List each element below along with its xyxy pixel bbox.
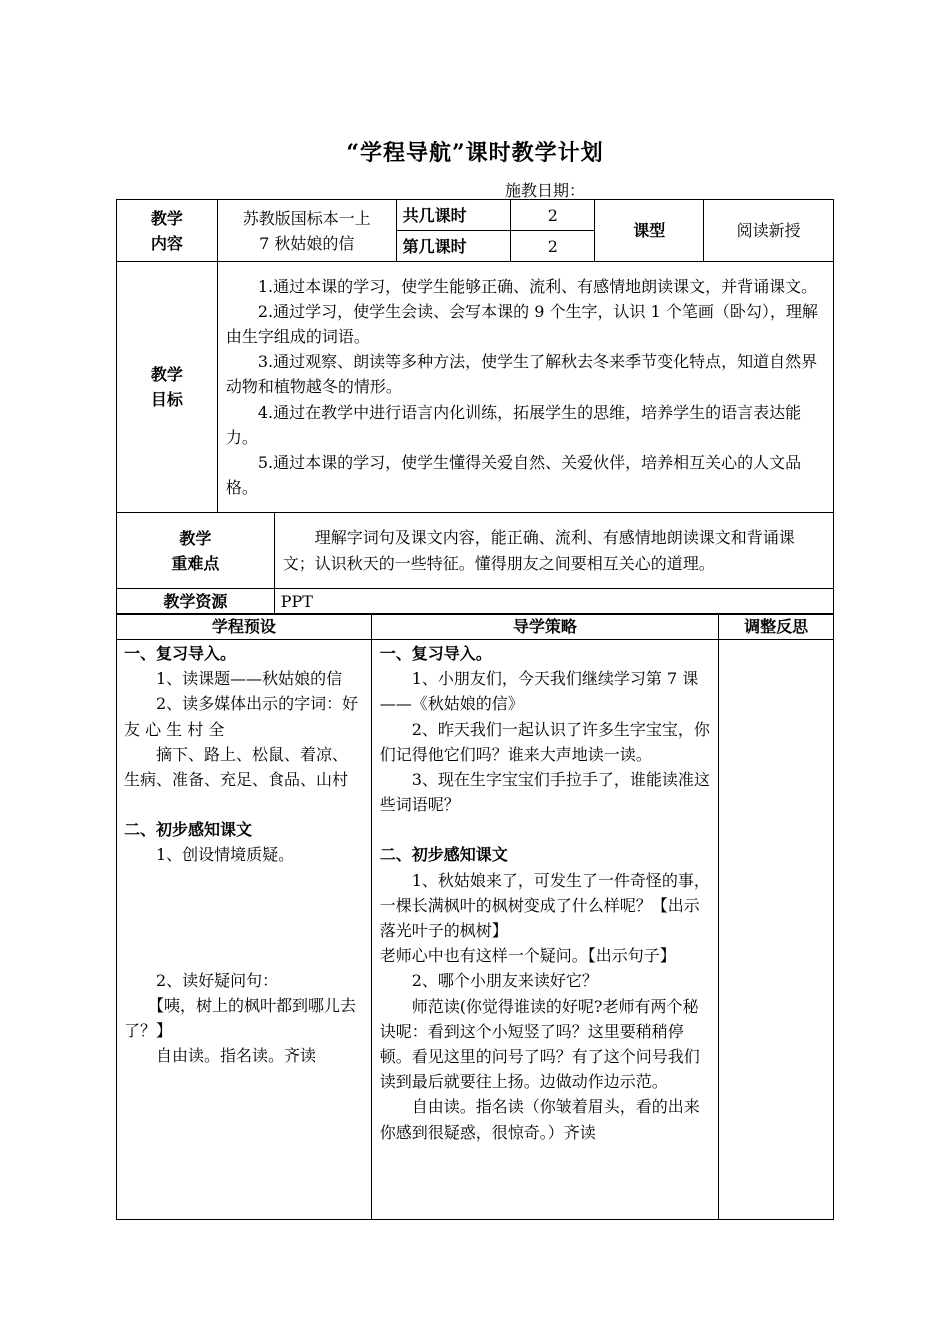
plan-table <box>116 613 834 1220</box>
content-label: 教学 内容 <box>117 200 218 262</box>
key-points-text: 理解字词句及课文内容，能正确、流利、有感情地朗读课文和背诵课文；认识秋天的一些特征。懂得朋友之间要相互关心的道理。 <box>282 528 795 573</box>
document-title: “学程导航”课时教学计划 <box>346 140 604 166</box>
total-lessons-label: 共几课时 <box>396 200 511 231</box>
resource-value: PPT <box>274 589 833 615</box>
goal-item: 5.通过本课的学习，使学生懂得关爱自然、关爱伙伴，培养相互关心的人文品格。 <box>225 453 802 498</box>
preset-paragraph: 1、读课题——秋姑娘的信 <box>156 669 343 689</box>
strategy-section-2-heading: 二、初步感知课文 <box>379 845 508 865</box>
preset-cell <box>117 640 372 1220</box>
strategy-paragraph: 自由读。指名读（你皱着眉头，看的出来你感到很疑惑，很惊奇。）齐读 <box>379 1097 700 1142</box>
goal-item: 4.通过在教学中进行语言内化训练，拓展学生的思维，培养学生的语言表达能力。 <box>225 402 802 447</box>
key-points-cell <box>274 513 833 589</box>
key-points-label: 教学 重难点 <box>117 513 275 589</box>
goal-item: 3.通过观察、朗读等多种方法，使学生了解秋去冬来季节变化特点，知道自然界动物和植物越冬的情形。 <box>225 352 818 397</box>
preset-section-1-heading: 一、复习导入。 <box>124 644 237 663</box>
info-table <box>116 199 834 615</box>
strategy-paragraph: 1、秋姑娘来了，可发生了一件奇怪的事，一棵长满枫叶的枫树变成了什么样呢？【出示落光叶子的枫树】 <box>379 870 710 941</box>
preset-paragraph: 2、读多媒体出示的字词：好 友 心 生 村 全 <box>124 694 359 739</box>
goals-cell <box>217 262 833 513</box>
preset-paragraph: 摘下、路上、松鼠、着凉、生病、准备、充足、食品、山村 <box>124 744 349 790</box>
preset-paragraph: 2、读好疑问句： <box>156 970 279 990</box>
preset-paragraph: 【咦，树上的枫叶都到哪儿去了？】 <box>124 995 357 1041</box>
strategy-paragraph: 2、昨天我们一起认识了许多生字宝宝，你们记得他它们吗？谁来大声地读一读。 <box>379 719 710 764</box>
strategy-paragraph: 师范读(你觉得谁读的好呢?老师有两个秘诀呢：看到这个小短竖了吗？这里要稍稍停顿。看见这里的问号了吗？有了这个问号我们读到最后就要往上扬。边做动作边示范。 <box>379 996 700 1092</box>
reflection-cell[interactable] <box>719 640 834 1220</box>
current-lesson-label: 第几课时 <box>396 231 511 262</box>
strategy-paragraph: 2、哪个小朋友来读好它？ <box>411 971 598 991</box>
current-lesson-value: 2 <box>511 231 595 262</box>
preset-paragraph: 1、创设情境质疑。 <box>156 845 295 865</box>
plan-header-preset: 学程预设 <box>117 614 372 640</box>
strategy-section-1-heading: 一、复习导入。 <box>379 644 492 663</box>
goal-item: 2.通过学习，使学生会读、会写本课的 9 个生字，认识 1 个笔画（卧勾），理解由生字组成的词语。 <box>225 301 818 346</box>
date-label: 施教日期： <box>505 181 586 200</box>
lesson-type-value: 阅读新授 <box>704 200 834 262</box>
strategy-paragraph: 老师心中也有这样一个疑问。【出示句子】 <box>379 946 676 966</box>
strategy-paragraph: 3、现在生字宝宝们手拉手了，谁能读准这些词语呢？ <box>379 770 710 815</box>
strategy-cell <box>371 640 718 1220</box>
lesson-type-label: 课型 <box>595 200 704 262</box>
preset-paragraph: 自由读。指名读。齐读 <box>156 1046 317 1066</box>
strategy-paragraph: 1、小朋友们，今天我们继续学习第 7 课——《秋姑娘的信》 <box>379 669 699 714</box>
total-lessons-value: 2 <box>511 200 595 231</box>
resource-label: 教学资源 <box>117 589 275 615</box>
plan-header-strategy: 导学策略 <box>371 614 718 640</box>
preset-section-2-heading: 二、初步感知课文 <box>124 820 253 840</box>
content-value: 苏教版国标本一上 7 秋姑娘的信 <box>217 200 396 262</box>
plan-header-reflection: 调整反思 <box>719 614 834 640</box>
goals-label: 教学 目标 <box>117 262 218 513</box>
goal-item: 1.通过本课的学习，使学生能够正确、流利、有感情地朗读课文，并背诵课文。 <box>257 276 818 296</box>
